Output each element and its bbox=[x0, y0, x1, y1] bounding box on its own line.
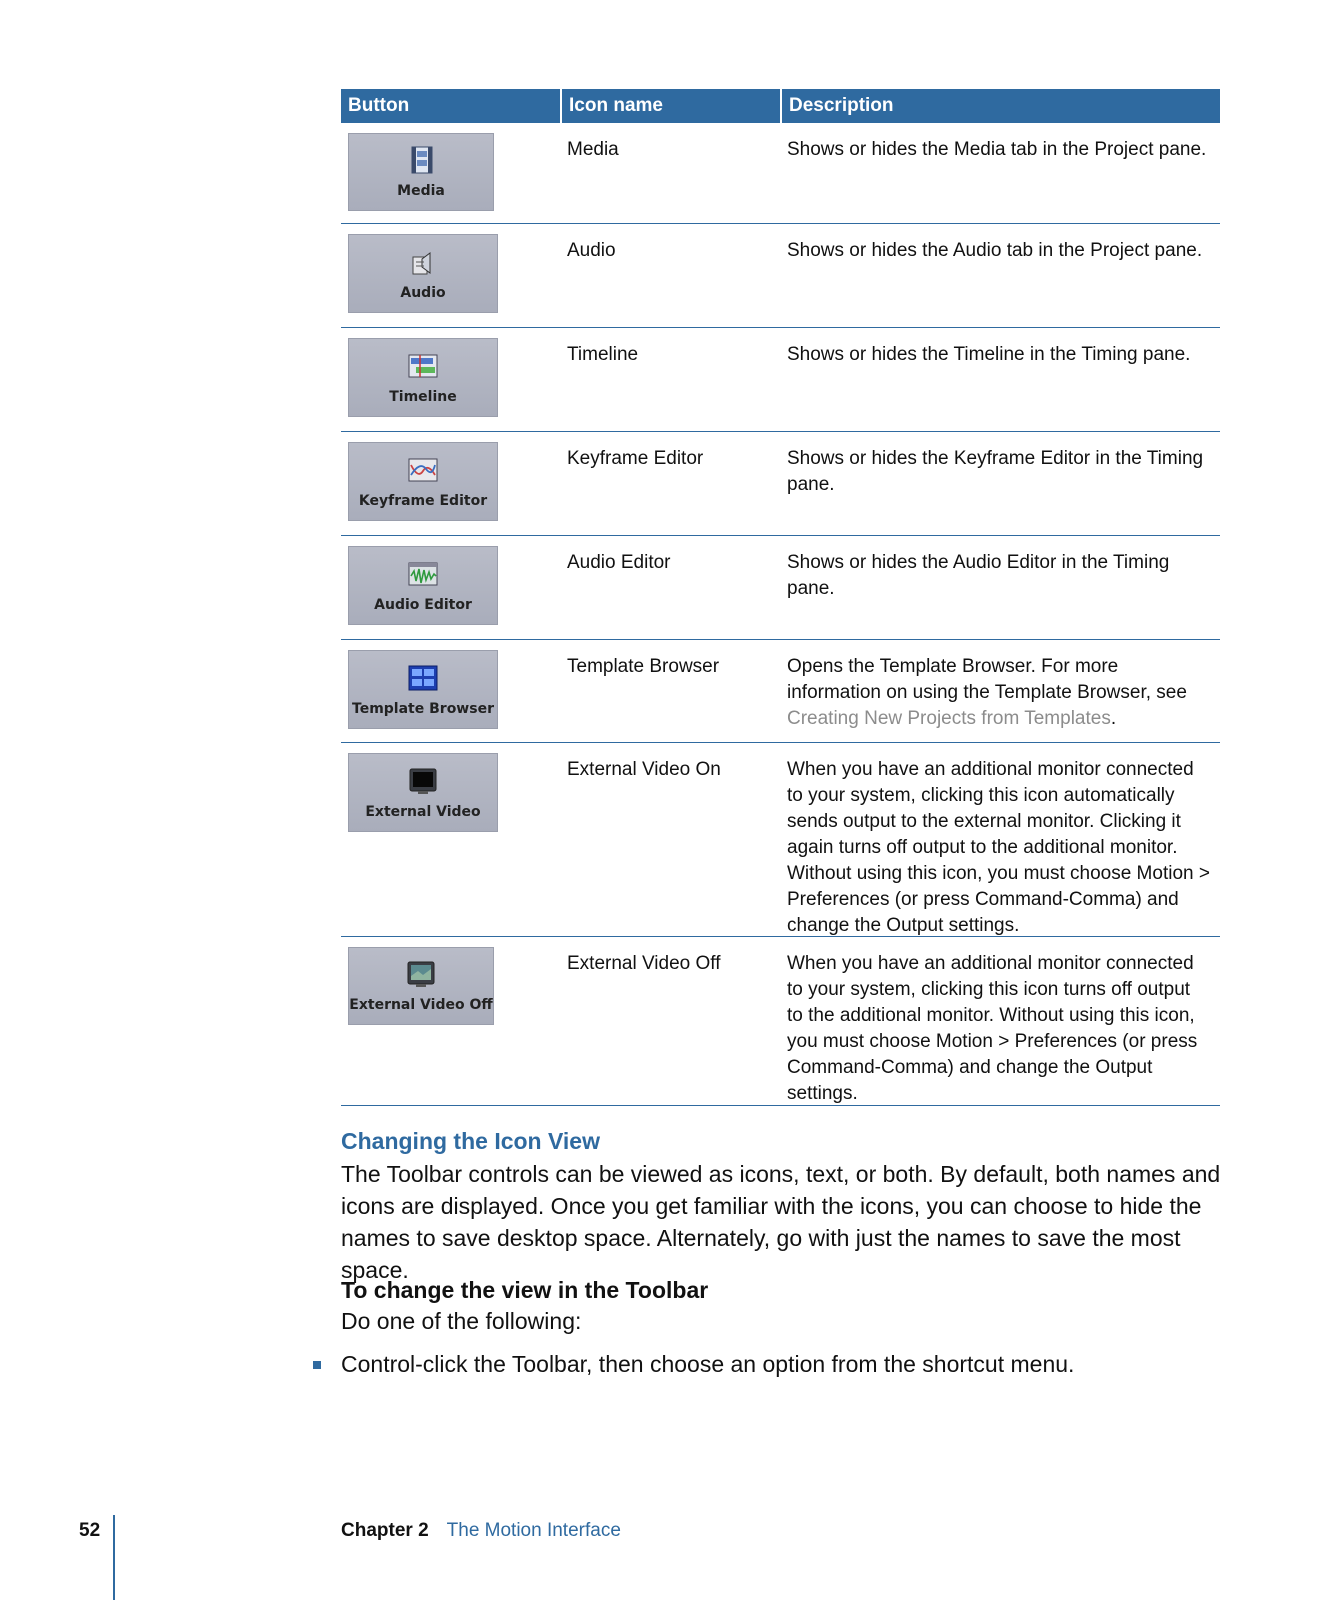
header-description: Description bbox=[780, 89, 1220, 123]
description bbox=[780, 640, 1220, 742]
media-button-label: Media bbox=[397, 183, 445, 199]
toolbar-buttons-table bbox=[341, 89, 1220, 1106]
keyframe-editor-icon bbox=[406, 455, 440, 485]
icon-name: Audio bbox=[567, 240, 616, 261]
description: When you have an additional monitor connected to your system, clicking this icon automatically sends output to the external monitor. Clicking it again turns off output to the additional monitor. Without using this icon, you must choose Motion > Preferences (or press Command-Comma) and change the Output settings. bbox=[787, 759, 1210, 936]
description: Shows or hides the Media tab in the Project pane. bbox=[787, 139, 1207, 160]
section-title: Changing the Icon View bbox=[341, 1128, 600, 1154]
footer-divider bbox=[113, 1515, 115, 1600]
chapter-title: The Motion Interface bbox=[446, 1520, 621, 1541]
list-item-text: Control-click the Toolbar, then choose an option from the shortcut menu. bbox=[341, 1351, 1075, 1377]
external-video-off-button[interactable] bbox=[348, 947, 494, 1025]
icon-name: Audio Editor bbox=[567, 552, 671, 573]
audio-icon bbox=[406, 247, 440, 277]
section-body: The Toolbar controls can be viewed as icons, text, or both. By default, both names and icons are displayed. Once you get familiar with the icons, you can choose to hide the names to save desktop space. Alternately, go with just the names to save the most space. bbox=[341, 1161, 1221, 1283]
table-row bbox=[341, 536, 1220, 640]
template-browser-icon bbox=[406, 663, 440, 693]
media-button[interactable] bbox=[348, 133, 494, 211]
table-row bbox=[341, 224, 1220, 328]
footer-chapter bbox=[341, 1520, 621, 1542]
creating-projects-link[interactable]: Creating New Projects from Templates bbox=[787, 708, 1111, 729]
bullet-icon bbox=[313, 1361, 321, 1369]
list-item bbox=[313, 1351, 1074, 1378]
description: When you have an additional monitor connected to your system, clicking this icon turns off output to the additional monitor. Without using this icon, you must choose Motion > Preferences (or press Command-Comma) and change the Output settings. bbox=[787, 953, 1198, 1104]
external-video-on-icon bbox=[406, 766, 440, 796]
chapter-number: Chapter 2 bbox=[341, 1520, 429, 1541]
table-row bbox=[341, 743, 1220, 937]
media-icon bbox=[404, 145, 438, 175]
table-row bbox=[341, 640, 1220, 743]
keyframe-editor-button-label: Keyframe Editor bbox=[358, 492, 488, 509]
external-video-on-button-label: External Video bbox=[365, 803, 481, 820]
icon-name: Template Browser bbox=[567, 656, 720, 677]
procedure-instruction: Do one of the following: bbox=[341, 1308, 582, 1334]
procedure-title: To change the view in the Toolbar bbox=[341, 1277, 709, 1303]
table-header bbox=[341, 89, 1220, 123]
audio-editor-button-label: Audio Editor bbox=[374, 596, 472, 613]
page-number: 52 bbox=[79, 1520, 101, 1541]
header-button: Button bbox=[348, 95, 410, 116]
icon-name: Media bbox=[567, 139, 619, 160]
timeline-icon bbox=[406, 351, 440, 381]
external-video-on-button[interactable] bbox=[348, 753, 498, 832]
audio-button-label: Audio bbox=[400, 284, 446, 301]
external-video-off-icon bbox=[404, 959, 438, 989]
timeline-button-label: Timeline bbox=[389, 388, 457, 405]
description: Shows or hides the Timeline in the Timing pane. bbox=[787, 344, 1191, 365]
icon-name: Timeline bbox=[567, 344, 639, 365]
icon-name: Keyframe Editor bbox=[567, 448, 704, 469]
description-text: Opens the Template Browser. For more information on using the Template Browser, see bbox=[787, 656, 1187, 703]
template-browser-button[interactable] bbox=[348, 650, 498, 729]
keyframe-editor-button[interactable] bbox=[348, 442, 498, 521]
description-end: . bbox=[1110, 708, 1117, 729]
description: Shows or hides the Keyframe Editor in the Timing pane. bbox=[787, 448, 1204, 495]
timeline-button[interactable] bbox=[348, 338, 498, 417]
audio-editor-icon bbox=[406, 559, 440, 589]
external-video-off-button-label: External Video Off bbox=[349, 997, 493, 1013]
audio-editor-button[interactable] bbox=[348, 546, 498, 625]
icon-name: External Video On bbox=[567, 759, 721, 780]
icon-name: External Video Off bbox=[567, 953, 721, 974]
description: Shows or hides the Audio Editor in the Timing pane. bbox=[787, 552, 1170, 599]
table-row bbox=[341, 432, 1220, 536]
header-icon-name: Icon name bbox=[560, 89, 780, 123]
template-browser-button-label: Template Browser bbox=[352, 700, 494, 717]
table-row bbox=[341, 123, 1220, 224]
table-row bbox=[341, 937, 1220, 1106]
audio-button[interactable] bbox=[348, 234, 498, 313]
description: Shows or hides the Audio tab in the Project pane. bbox=[787, 240, 1203, 261]
table-row bbox=[341, 328, 1220, 432]
